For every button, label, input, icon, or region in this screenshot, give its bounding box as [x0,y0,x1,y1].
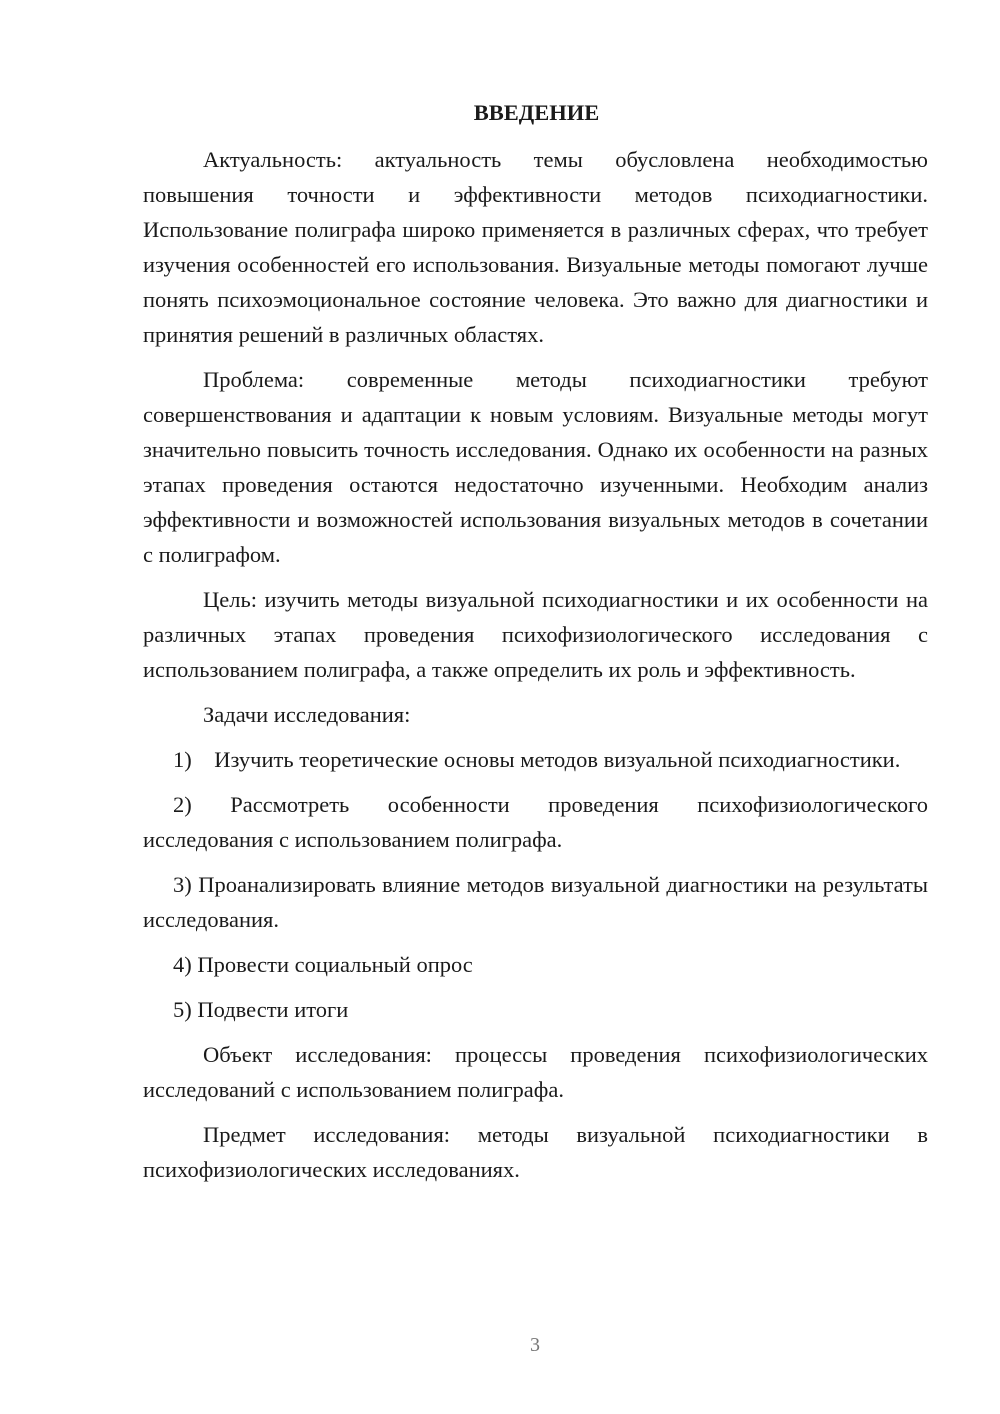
tasks-heading: Задачи исследования: [203,702,411,727]
task-item: 3) Проанализировать влияние методов визуальной диагностики на результаты исследования. [143,872,928,932]
task-item: 4) Провести социальный опрос [173,952,473,977]
object-paragraph: Объект исследования: процессы проведения психофизиологических исследований с использованием полиграфа. [143,1042,928,1102]
task-item: 5) Подвести итоги [173,997,349,1022]
subject-paragraph: Предмет исследования: методы визуальной психодиагностики в психофизиологических исследованиях. [143,1122,928,1182]
goal-paragraph: Цель: изучить методы визуальной психодиагностики и их особенности на различных этапах проведения психофизиологического исследования с использованием полиграфа, а также определить их роль и эффективность. [143,587,928,682]
relevance-paragraph: Актуальность: актуальность темы обусловлена необходимостью повышения точности и эффективности методов психодиагностики. Использование полиграфа широко применяется в различных сферах, что требует изучения особенностей его использования. Визуальные методы помогают лучше понять психоэмоциональное состояние человека. Это важно для диагностики и принятия решений в различных областях. [143,147,928,347]
page-number: 3 [530,1334,540,1356]
problem-paragraph: Проблема: современные методы психодиагностики требуют совершенствования и адаптации к новым условиям. Визуальные методы могут значительно повысить точность исследования. Однако их особенности на разных этапах проведения остаются недостаточно изученными. Необходим анализ эффективности и возможностей использования визуальных методов в сочетании с полиграфом. [143,367,928,567]
page-body [143,95,928,1197]
task-item: 1) Изучить теоретические основы методов визуальной психодиагностики. [173,747,901,772]
task-item: 2) Рассмотреть особенности проведения психофизиологического исследования с использованием полиграфа. [143,792,928,852]
page-heading: ВВЕДЕНИЕ [473,100,600,125]
